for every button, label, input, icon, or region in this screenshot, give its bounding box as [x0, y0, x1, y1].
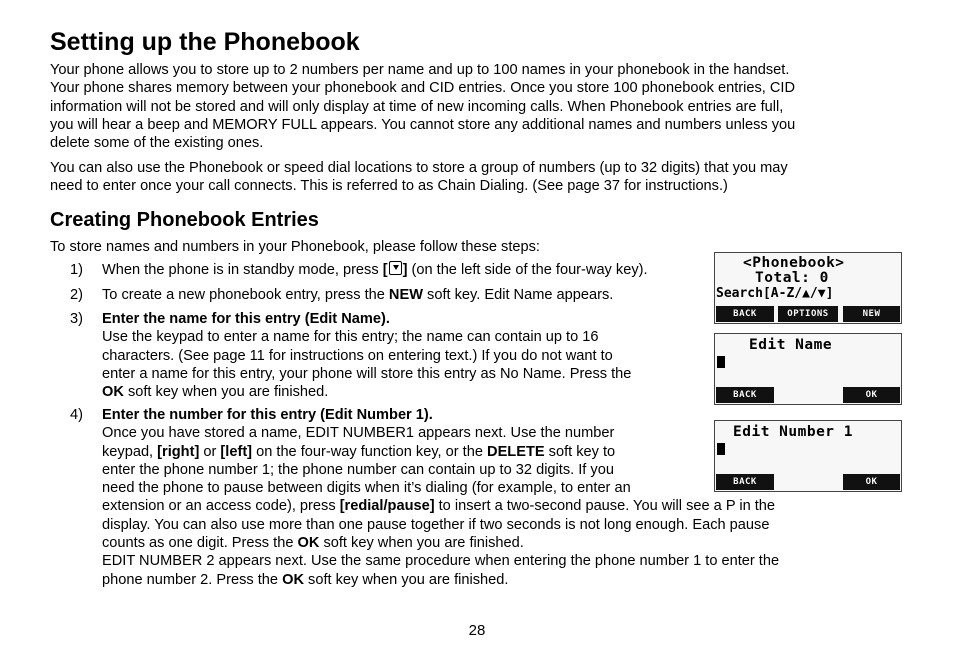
step-heading: Enter the number for this entry (Edit Number 1).: [102, 407, 433, 423]
softkey-back: BACK: [716, 474, 774, 490]
text-line: Your phone allows you to store up to 2 numbers per name and up to 100 names in your phonebook in the handset.: [50, 62, 790, 78]
steps-intro: To store names and numbers in your Phonebook, please follow these steps:: [50, 239, 540, 255]
intro-paragraph-memory: [50, 61, 920, 152]
step-heading: Enter the name for this entry (Edit Name).: [102, 311, 390, 327]
lcd-search: Search[A-Z/▲/▼]: [716, 286, 834, 301]
softkey-back: BACK: [716, 306, 774, 322]
softkey-new: NEW: [843, 306, 900, 322]
text-cursor: [717, 443, 725, 455]
text-line: You can also use the Phonebook or speed dial locations to store a group of numbers (up to 32 digits) that you may: [50, 160, 788, 176]
text-line: need to enter once your call connects. This is referred to as Chain Dialing. (See page 37 for instructions.): [50, 178, 728, 195]
step-number: 2): [70, 287, 83, 303]
text-line: Your phone shares memory between your phonebook and CID entries. Once you store 100 phonebook entries, CID: [50, 80, 796, 97]
lcd-edit-name-screen: [714, 333, 902, 405]
step-number: 3): [70, 311, 83, 327]
page-title: Setting up the Phonebook: [50, 28, 360, 56]
softkey-ok: OK: [843, 474, 900, 490]
lcd-edit-number-screen: [714, 420, 902, 492]
section-heading: Creating Phonebook Entries: [50, 209, 319, 231]
text-cursor: [717, 356, 725, 368]
softkey-ok: OK: [843, 387, 900, 403]
lcd-total: Total: 0: [755, 270, 829, 286]
text-line: delete some of the existing ones.: [50, 135, 264, 152]
text-line: information will not be stored and will only display at time of new incoming calls. When Phonebook entries are full,: [50, 98, 784, 115]
text-line: you will hear a beep and MEMORY FULL appears. You cannot store any additional names and numbers unless you: [50, 116, 796, 133]
lcd-phonebook-screen: [714, 252, 902, 324]
step-number: 4): [70, 407, 83, 423]
intro-paragraph-chain-dialing: [50, 159, 920, 196]
lcd-title: Edit Name: [749, 337, 833, 353]
lcd-title: <Phonebook>: [743, 255, 845, 271]
step-number: 1): [70, 262, 83, 278]
manual-page: Setting up the Phonebook Your phone allows you to store up to 2 numbers per name and up to 100 names in your phonebook in the handset. Your phone shares memory between your phonebook and CID entries. Once you store 100 phonebook entries, CID information will not be stored and will only display at time of new incoming calls. When Phonebook entries are full, you will hear a beep and MEMORY FULL appears. You cannot store any additional names and numbers unless you delete some of the existing ones. You can also use the Phonebook or speed dial locations to store a group of numbers (up to 32 digits) that you may need to enter once your call connects. This is referred to as Chain Dialing. (See page 37 for instructions.) Creating Phonebook Entries To store names and numbers in your Phonebook, please follow these steps: 1) When the phone is in standby mode, press [ ] (on the left side of the four-way key). 2) To create a new phonebook entry, press the NEW soft key. Edit Name appears. 3) Enter the name for this entry (Edit Name). Use the keypad to enter a name for this entry; the name can contain up to 16 characters. (See page 11 for instructions on entering text.) If you do not want to enter a name for this entry, your phone will store this entry as No Name. Press the OK soft key when you are finished. 4) Enter the number for this entry (Edit Number 1). Once you have stored a name, EDIT NUMBER1 appears next. Use the number keypad, [right] or [left] on the four-way function key, or the DELETE soft key to enter the phone number 1; the phone number can contain up to 32 digits. If you need the phone to pause between digits when it’s dialing (for example, to enter an extension or an access code), press [redial/pause] to insert a two-second pause. You will see a P in the display. You can also use more than one pause together if two seconds is not long enough. Each pause counts as one digit. Press the OK soft key when you are finished. EDIT NUMBER 2 appears next. Use the same procedure when entering the phone number 1 to enter the phone number 2. Press the OK soft key when you are finished. <Phonebook> Total: 0 Search[A-Z/▲/▼] BACK OPTIONS NEW Edit Name BACK OK Edit Number 1 BACK OK 28: [0, 0, 954, 668]
softkey-back: BACK: [716, 387, 774, 403]
page-number: 28: [468, 622, 486, 639]
softkey-options: OPTIONS: [778, 306, 838, 322]
lcd-title: Edit Number 1: [733, 424, 853, 440]
phonebook-key-icon: [389, 261, 402, 275]
